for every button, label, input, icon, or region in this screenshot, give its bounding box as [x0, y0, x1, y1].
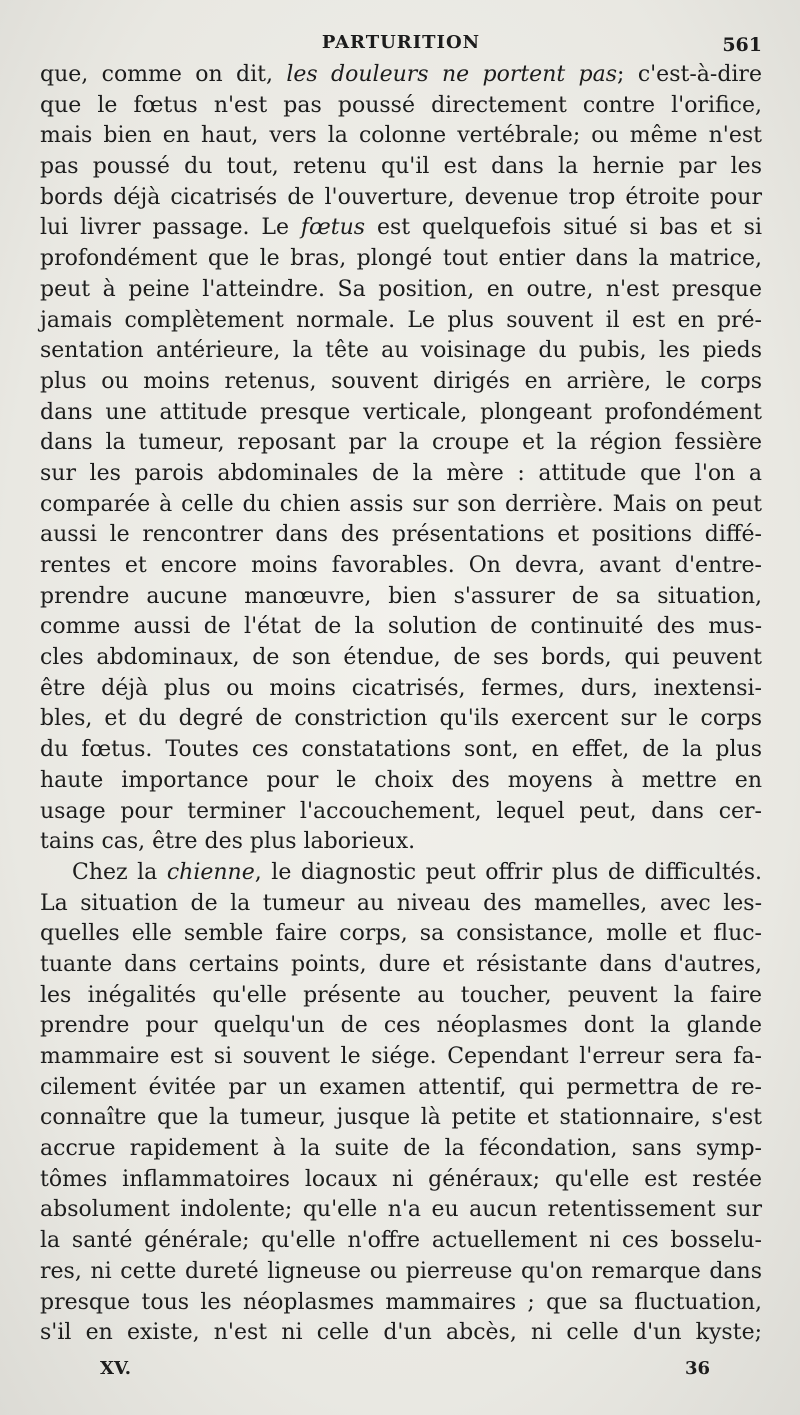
text-line: tains cas, être des plus laborieux.: [40, 829, 416, 855]
text-line: res, ni cette dureté ligneuse ou pierreuse qu'on remarque dans: [40, 1258, 762, 1284]
sheet-number: 36: [684, 1358, 710, 1379]
text-line: comme aussi de l'état de la solution de continuité des mus-: [40, 614, 762, 640]
text-line: que, comme on dit, les douleurs ne portent pas; c'est-à-dire: [40, 62, 762, 87]
text-line: absolument indolente; qu'elle n'a eu aucun retentissement sur: [40, 1197, 762, 1223]
paragraph: [40, 60, 762, 858]
text-line: cilement évitée par un examen attentif, qui permettra de re-: [40, 1074, 762, 1100]
signature-mark: XV.: [100, 1358, 132, 1379]
text-line: que le fœtus n'est pas poussé directement contre l'orifice,: [40, 92, 762, 118]
text-line: haute importance pour le choix des moyens à mettre en: [40, 767, 762, 793]
text-line: quelles elle semble faire corps, sa consistance, molle et fluc-: [40, 921, 762, 947]
paragraph: [40, 858, 762, 1349]
text-line: Chez la chienne, le diagnostic peut offrir plus de difficultés.: [72, 859, 762, 885]
text-line: les inégalités qu'elle présente au toucher, peuvent la faire: [40, 982, 762, 1008]
text-line: usage pour terminer l'accouchement, lequel peut, dans cer-: [40, 798, 762, 824]
text-line: cles abdominaux, de son étendue, de ses bords, qui peuvent: [40, 645, 762, 671]
italic-word: fœtus: [300, 215, 366, 241]
text-line: bles, et du degré de constriction qu'ils exercent sur le corps: [40, 706, 762, 732]
text-line: la santé générale; qu'elle n'offre actuellement ni ces bosselu-: [40, 1228, 762, 1254]
text-line: tômes inflammatoires locaux ni généraux; qu'elle est restée: [40, 1166, 762, 1192]
text-line: comparée à celle du chien assis sur son derrière. Mais on peut: [40, 491, 762, 517]
text-line: mammaire est si souvent le siége. Cependant l'erreur sera fa-: [40, 1044, 762, 1069]
text-line: mais bien en haut, vers la colonne vertébrale; ou même n'est: [40, 123, 762, 149]
text-line: peut à peine l'atteindre. Sa position, en outre, n'est presque: [40, 276, 762, 302]
page-number: 561: [722, 34, 762, 56]
text-line: être déjà plus ou moins cicatrisés, fermes, durs, inextensi-: [40, 675, 762, 701]
text-line: tuante dans certains points, dure et résistante dans d'autres,: [40, 951, 762, 977]
text-line: dans la tumeur, reposant par la croupe et la région fessière: [40, 430, 762, 456]
text-line: plus ou moins retenus, souvent dirigés en arrière, le corps: [40, 368, 762, 394]
text-line: sentation antérieure, la tête au voisinage du pubis, les pieds: [40, 338, 762, 364]
text-line: connaître que la tumeur, jusque là petite et stationnaire, s'est: [40, 1105, 762, 1131]
text-line: s'il en existe, n'est ni celle d'un abcès, ni celle d'un kyste;: [40, 1320, 762, 1346]
text-line: dans une attitude presque verticale, plongeant profondément: [40, 399, 762, 425]
text-line: prendre pour quelqu'un de ces néoplasmes dont la glande: [40, 1013, 762, 1039]
page-footer: [100, 1358, 710, 1382]
running-title: PARTURITION: [321, 32, 481, 53]
text-line: La situation de la tumeur au niveau des mamelles, avec les-: [40, 890, 762, 916]
body-text: [40, 60, 762, 1349]
text-line: lui livrer passage. Le fœtus est quelquefois situé si bas et si: [40, 215, 762, 241]
text-line: sur les parois abdominales de la mère : attitude que l'on a: [40, 460, 762, 486]
text-line: profondément que le bras, plongé tout entier dans la matrice,: [40, 246, 762, 272]
text-line: bords déjà cicatrisés de l'ouverture, devenue trop étroite pour: [40, 184, 762, 210]
text-line: prendre aucune manœuvre, bien s'assurer de sa situation,: [40, 583, 762, 609]
text-line: accrue rapidement à la suite de la fécondation, sans symp-: [40, 1136, 762, 1162]
text-line: presque tous les néoplasmes mammaires ; que sa fluctuation,: [40, 1289, 762, 1315]
text-line: rentes et encore moins favorables. On devra, avant d'entre-: [40, 553, 762, 578]
running-head: [40, 32, 762, 60]
italic-phrase: les douleurs ne portent pas: [286, 62, 618, 87]
italic-word: chienne: [166, 859, 255, 885]
text-line: pas poussé du tout, retenu qu'il est dans la hernie par les: [40, 154, 762, 180]
text-line: jamais complètement normale. Le plus souvent il est en pré-: [40, 307, 762, 333]
text-line: aussi le rencontrer dans des présentations et positions diffé-: [40, 522, 762, 548]
text-line: du fœtus. Toutes ces constatations sont, en effet, de la plus: [40, 737, 762, 763]
